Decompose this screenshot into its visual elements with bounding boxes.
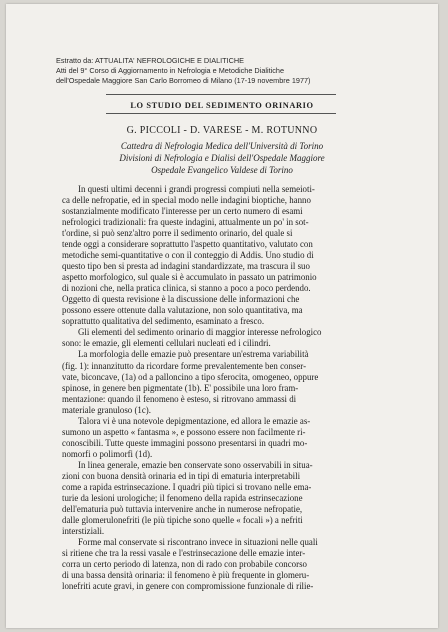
body-line: Oggetto di questa revisione è la discussione delle informazioni che xyxy=(62,294,300,305)
body-line: di nozioni che, nella pratica clinica, si stanno a poco a poco perdendo. xyxy=(62,283,311,294)
body-line: si ritiene che tra la ressi vasale e l'estrinsecazione delle emazie inter- xyxy=(62,548,306,559)
body-text xyxy=(62,184,376,592)
body-line: ca delle nefropatie, ed in special modo nelle indagini bioptiche, hanno xyxy=(62,195,311,206)
body-line: sostanzialmente modificato l'interesse per un certo numero di esami xyxy=(62,206,303,217)
body-line: sumono un aspetto « fantasma », e possono essere non facilmente ri- xyxy=(62,426,306,437)
body-line: t'ordine, si può senz'altro porre il sedimento orinario, del quale si xyxy=(62,228,293,239)
body-line: materiale granuloso (1c). xyxy=(62,404,151,415)
body-line: mentazione: quando il fenomeno è esteso, si ritrovano ammassi di xyxy=(62,393,297,404)
body-line: nomorfi o polimorfi (1d). xyxy=(62,448,153,459)
author-list: G. PICCOLI - D. VARESE - M. ROTUNNO xyxy=(126,125,318,136)
body-line: (fig. 1): innanzitutto da ricordare forme prevalentemente ben conser- xyxy=(62,360,307,371)
body-line: metodiche semi-quantitative o con il conteggio di Addis. Uno studio di xyxy=(62,250,314,261)
document-page xyxy=(6,4,438,628)
body-line: turie da lesioni urologiche; il fenomeno della rapida estrinsecazione xyxy=(62,492,303,503)
affiliation-line: Divisioni di Nefrologia e Dialisi dell'Ospedale Maggiore xyxy=(119,153,325,163)
affiliation-line: Cattedra di Nefrologia Medica dell'Università di Torino xyxy=(120,141,324,151)
header-line: Atti del 9° Corso di Aggiornamento in Nefrologia e Metodiche Dialitiche xyxy=(56,66,285,75)
body-line: sono: le emazie, gli elementi cellulari nucleati ed i cilindri. xyxy=(62,338,271,349)
body-line: questo tipo ben si presta ad indagini standardizzate, ma trascura il suo xyxy=(62,261,310,272)
body-line: dalle glomerulonefriti (le più tipiche sono quelle « focali ») a nefriti xyxy=(62,514,303,525)
affiliation-line: Ospedale Evangelico Valdese di Torino xyxy=(151,165,293,175)
body-line: Forme mal conservate si riscontrano invece in situazioni nelle quali xyxy=(78,537,318,547)
body-line: La morfologia delle emazie può presentare un'estrema variabilità xyxy=(78,349,309,360)
header-line: dell'Ospedale Maggiore San Carlo Borromeo di Milano (17-19 novembre 1977) xyxy=(56,76,311,85)
body-line: conoscibili. Tutte queste immagini possono presentarsi in quadri mo- xyxy=(62,437,308,448)
body-line: di una bassa densità orinaria: il fenomeno è più frequente in glomeru- xyxy=(62,570,310,581)
body-line: zioni con buona densità orinaria ed in tipi di ematuria interpretabili xyxy=(62,470,301,481)
body-line: interstiziali. xyxy=(62,525,105,536)
body-line: possono essere ottenute dalla valutazione, non solo quantitativa, ma xyxy=(62,305,303,316)
offprint-header xyxy=(56,56,396,86)
body-line: Talora vi è una notevole depigmentazione, ed allora le emazie as- xyxy=(78,415,311,426)
body-line: lonefriti acute gravi, in genere con compromissione funzionale di rilie- xyxy=(62,581,314,592)
body-line: aspetto morfologico, sul quale si è accumulato in passato un patrimonio xyxy=(62,272,317,283)
body-line: tende oggi a considerare soprattutto l'aspetto quantitativo, valutato con xyxy=(62,239,313,250)
body-line: corra un certo periodo di latenza, non di rado con probabile concorso xyxy=(62,559,307,570)
body-line: spinose, in genere ben pigmentate (1b). E' possibile una loro fram- xyxy=(62,382,299,393)
body-line: In questi ultimi decenni i grandi progressi compiuti nella semeioti- xyxy=(78,184,315,194)
article-title: LO STUDIO DEL SEDIMENTO ORINARIO xyxy=(130,101,314,110)
header-line: Estratto da: ATTUALITA' NEFROLOGICHE E DIALITICHE xyxy=(56,56,245,65)
title-rule-bottom xyxy=(106,113,336,114)
body-line: dell'ematuria può tuttavia intervenire anche in numerose nefropatie, xyxy=(62,503,303,514)
body-line: In linea generale, emazie ben conservate sono osservabili in situa- xyxy=(78,459,313,470)
title-rule-top xyxy=(106,94,336,95)
body-line: nefrologici tradizionali: fra queste indagini, attualmente un po' in sot- xyxy=(62,217,309,228)
body-line: vate, biconcave, (1a) od a palloncino a tipo sferocita, omogeneo, oppure xyxy=(62,371,319,382)
body-line: come a rapida estrinsecazione. I quadri più tipici si trovano nelle ema- xyxy=(62,481,312,492)
affiliation-block xyxy=(6,140,438,176)
body-line: soprattutto qualitativa del sedimento, esaminato a fresco. xyxy=(62,316,265,327)
body-line: Gli elementi del sedimento orinario di maggior interesse nefrologico xyxy=(78,327,322,338)
